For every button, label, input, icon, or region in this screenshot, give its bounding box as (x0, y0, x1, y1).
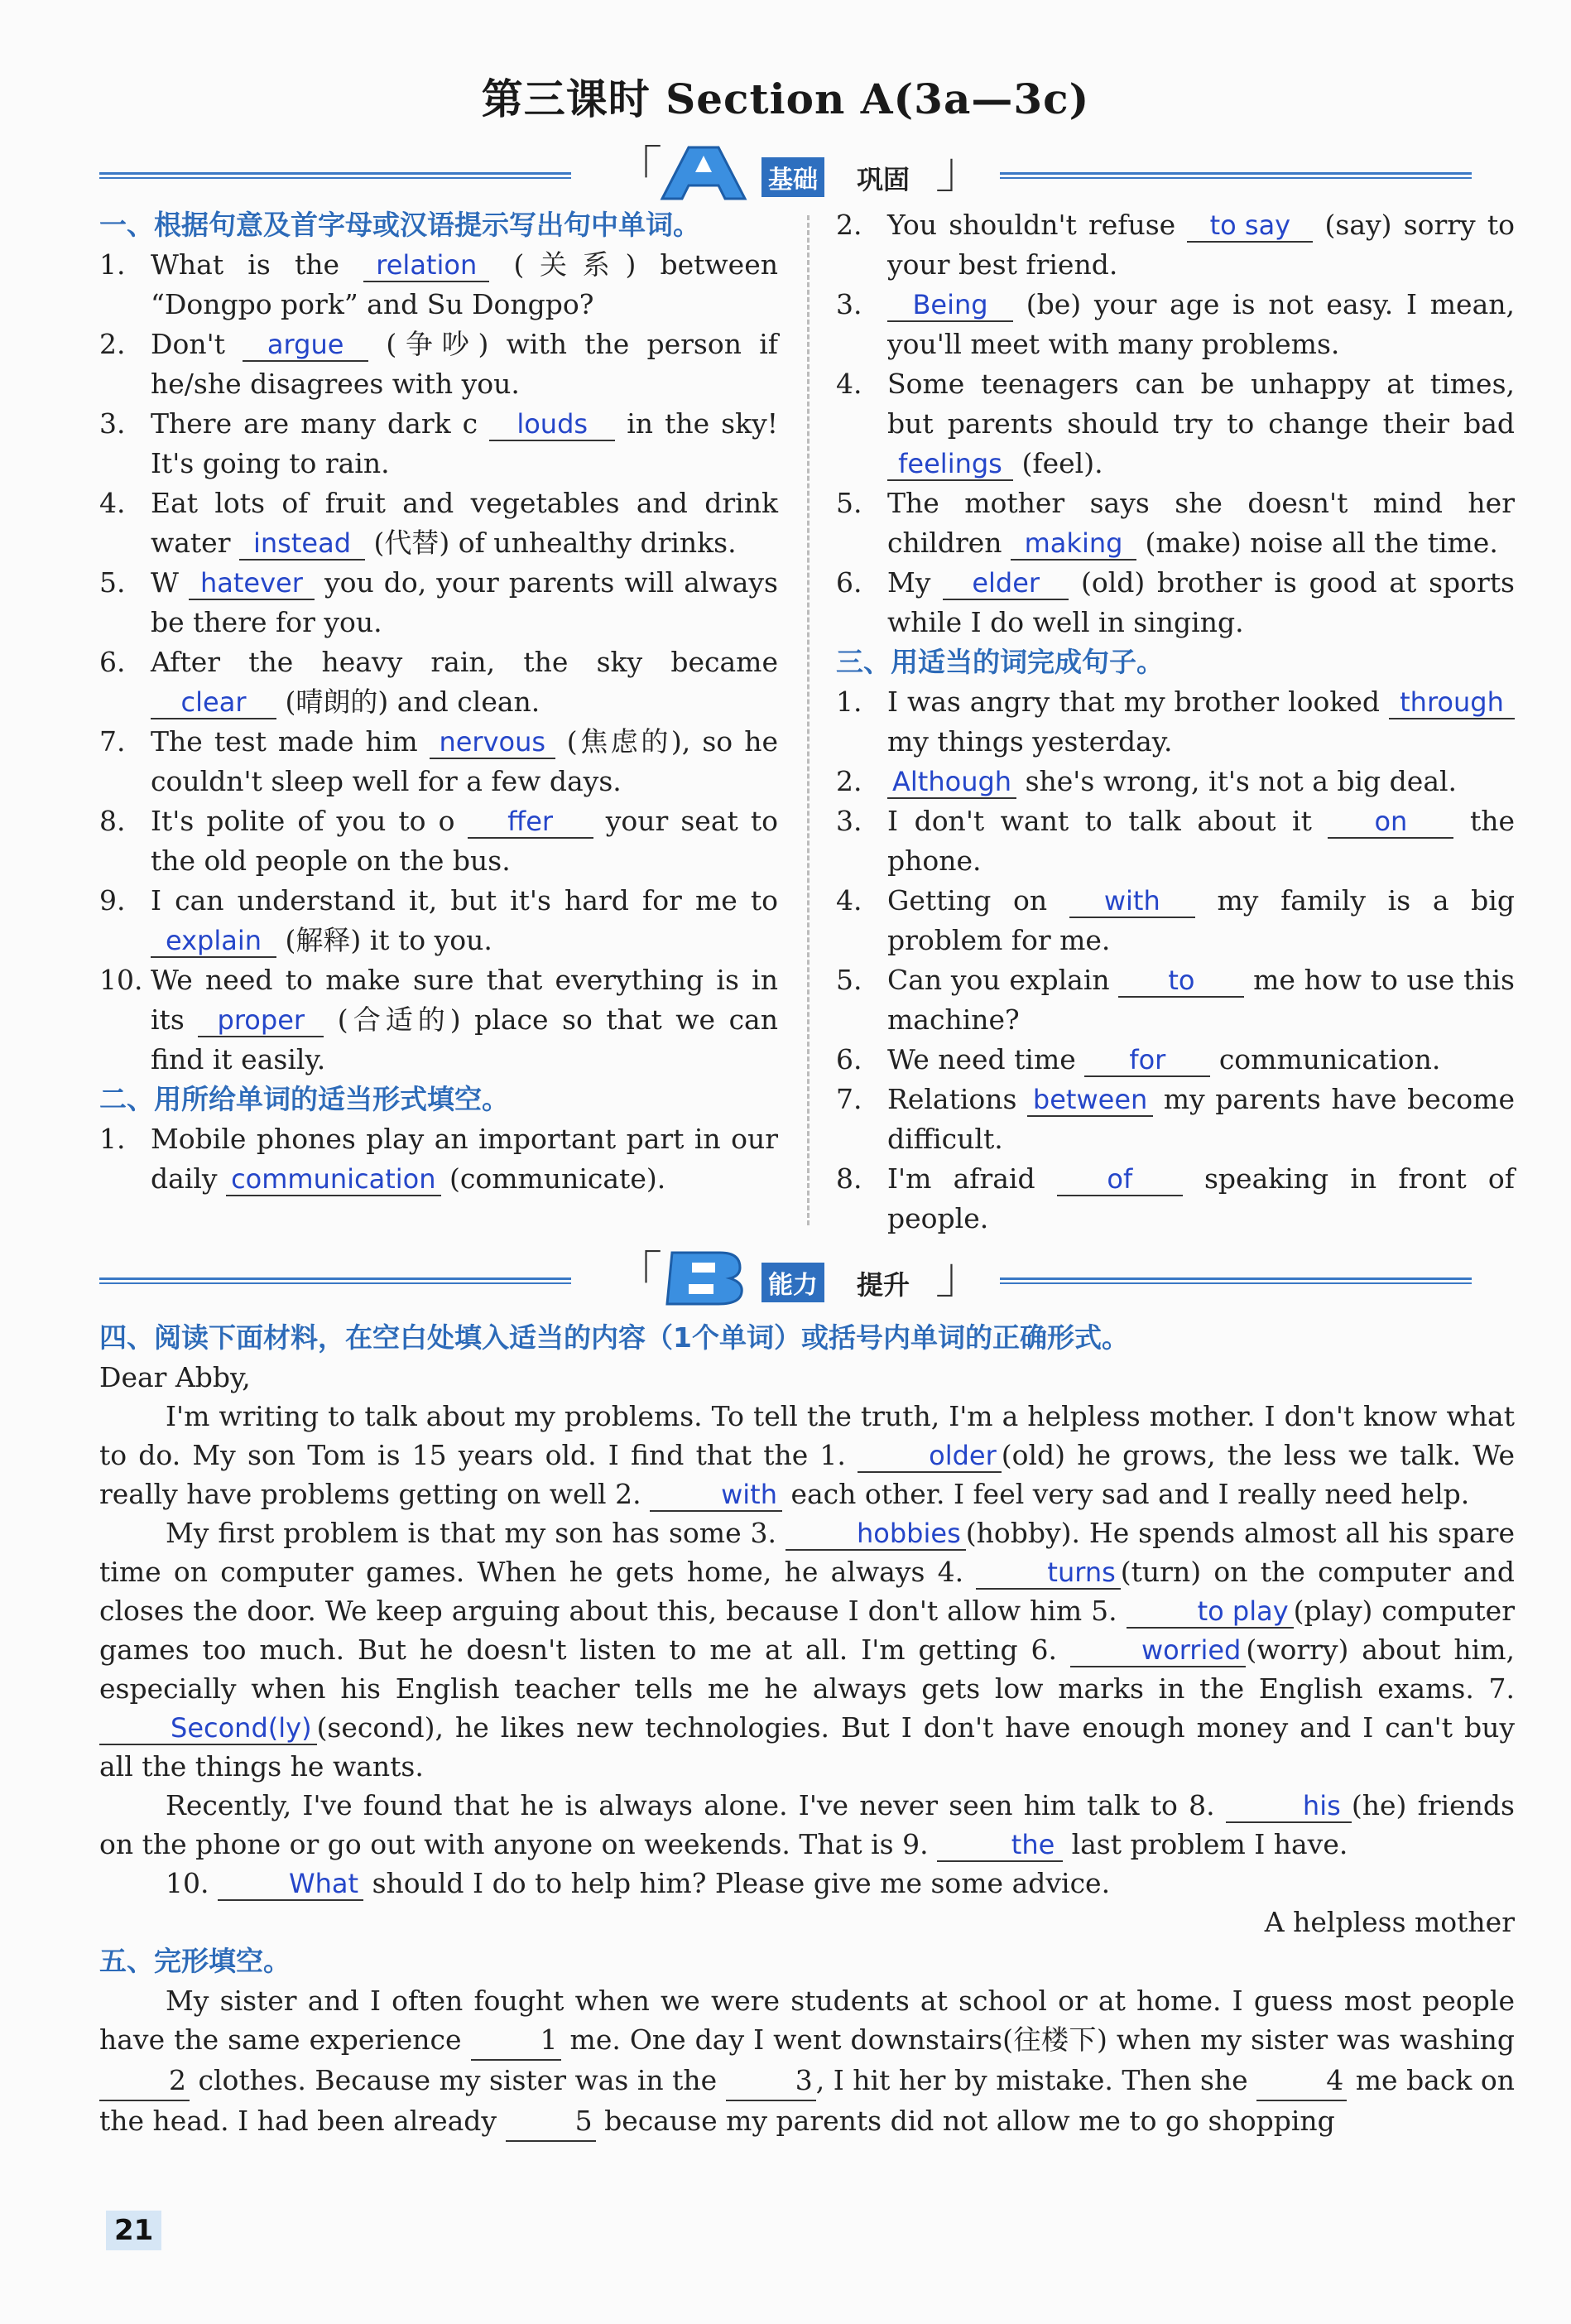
question-text (151, 881, 778, 960)
question-pre: I don't want to talk about it (887, 805, 1312, 837)
question-item (836, 960, 1515, 1040)
question-number: 4. (99, 487, 126, 519)
bracket-right: 」 (935, 142, 985, 200)
answer-blank: feelings (887, 448, 1013, 481)
question-post: me how to use this machine? (887, 964, 1515, 1036)
question-pre: My (887, 566, 931, 599)
question-item (99, 960, 778, 1080)
question-post: (关系) between “Dongpo pork” and Su Dongpo? (151, 248, 778, 320)
answer-blank: clear (151, 686, 276, 719)
passage-text: I'm writing to talk about my problems. To tell the truth, I'm a helpless mother. I don't know what to do. My son Tom is 15 years old. I find that the 1. (99, 1400, 1515, 1471)
answer-blank-5: to play (1127, 1595, 1294, 1629)
answer-blank: relation (363, 249, 489, 282)
question-number: 4. (836, 884, 862, 917)
question-post: (合适的) place so that we can find it easily. (151, 1003, 778, 1075)
section-band-b (99, 1246, 1472, 1312)
answer-blank: argue (243, 329, 368, 362)
question-pre: What is the (151, 248, 340, 281)
band-tag-text: 巩固 (857, 164, 910, 195)
answer-blank: ffer (468, 806, 593, 839)
question-text (887, 1159, 1515, 1239)
question-number: 1. (836, 686, 862, 718)
question-post: (say) sorry to your best friend. (887, 209, 1515, 281)
cloze-text: me. One day I went downstairs(往楼下) when my sister was washing (569, 2023, 1515, 2056)
question-post: (代替) of unhealthy drinks. (373, 527, 737, 559)
passage-paragraph-1 (99, 1397, 1515, 1513)
question-item (836, 1040, 1515, 1080)
question-item (99, 642, 778, 722)
reading-passage (99, 1318, 1515, 2142)
cloze-blank-1: 1 (471, 2020, 561, 2061)
question-item (99, 404, 778, 484)
question-number: 6. (836, 1043, 862, 1075)
page-title: 第三课时 Section A(3a—3c) (481, 75, 1090, 123)
question-number: 8. (99, 805, 126, 837)
question-text (151, 801, 778, 881)
band-line-right (1000, 172, 1472, 175)
passage-text: should I do to help him? Please give me some advice. (372, 1867, 1111, 1899)
answer-blank: to (1118, 965, 1244, 998)
cloze-text: me back on the head. I had been already (99, 2064, 1515, 2137)
section-heading-5: 五、完形填空。 (99, 1945, 291, 1977)
sec1-list (99, 245, 778, 1080)
answer-blank: Being (887, 289, 1013, 322)
question-text (151, 642, 778, 722)
answer-blank-6: worried (1070, 1634, 1246, 1667)
question-text (887, 484, 1515, 563)
question-text (151, 484, 778, 563)
answer-blank-3: hobbies (786, 1518, 966, 1551)
bracket-right: 」 (935, 1247, 985, 1305)
answer-blank: elder (943, 567, 1069, 600)
answer-blank: hatever (189, 567, 315, 600)
passage-text: (play) computer games too much. But he doesn't listen to me at all. I'm getting 6. (99, 1595, 1515, 1666)
passage-text: each other. I feel very sad and I really need help. (790, 1478, 1470, 1510)
question-post: my family is a big problem for me. (887, 884, 1515, 956)
question-number: 3. (99, 407, 126, 440)
cloze-blank-3: 3 (726, 2061, 816, 2101)
question-post: your seat to the old people on the bus. (151, 805, 778, 877)
cloze-blank-5: 5 (506, 2101, 596, 2142)
question-number: 1. (99, 248, 126, 281)
question-item (836, 762, 1515, 801)
question-pre: The test made him (151, 725, 418, 758)
question-pre: Don't (151, 328, 225, 360)
bracket-left: 「 (613, 1247, 662, 1305)
question-post: (争吵) with the person if he/she disagrees with you. (151, 328, 778, 400)
question-pre: I'm afraid (887, 1162, 1035, 1195)
section-heading-4: 四、阅读下面材料，在空白处填入适当的内容（1个单词）或括号内单词的正确形式。 (99, 1321, 1129, 1354)
question-pre: Relations (887, 1083, 1017, 1115)
question-pre: It's polite of you to o (151, 805, 455, 837)
question-number: 3. (836, 288, 862, 320)
question-post: she's wrong, it's not a big deal. (1025, 765, 1458, 797)
question-pre: Getting on (887, 884, 1048, 917)
question-pre: Some teenagers can be unhappy at times, but parents should try to change their bad (887, 368, 1515, 440)
cloze-blank-2: 2 (99, 2061, 190, 2101)
section-heading-1: 一、根据句意及首字母或汉语提示写出句中单词。 (99, 209, 700, 241)
question-text (887, 1080, 1515, 1159)
question-post: in the sky! It's going to rain. (151, 407, 778, 479)
answer-blank: nervous (430, 726, 555, 759)
question-item (99, 722, 778, 801)
badge-b-icon (654, 1249, 753, 1307)
question-text (151, 563, 778, 642)
passage-text: last problem I have. (1071, 1828, 1348, 1860)
question-number: 9. (99, 884, 126, 917)
question-number: 2. (99, 328, 126, 360)
cloze-text: because my parents did not allow me to go shopping (604, 2105, 1335, 2137)
question-pre: We need time (887, 1043, 1076, 1075)
question-text (887, 285, 1515, 364)
question-number: 6. (836, 566, 862, 599)
section-heading-3: 三、用适当的词完成句子。 (836, 646, 1164, 678)
cloze-text: clothes. Because my sister was in the (198, 2064, 718, 2096)
passage-text: (hobby). He spends almost all his spare time on computer games. When he gets home, he always 4. (99, 1517, 1515, 1588)
question-pre: Mobile phones play an important part in our daily (151, 1123, 778, 1195)
passage-text: (second), he likes new technologies. But I don't have enough money and I can't buy all the things he wants. (99, 1711, 1515, 1783)
column-divider (807, 215, 810, 1225)
passage-paragraph-4 (99, 1864, 1515, 1903)
answer-blank: Although (887, 766, 1016, 799)
question-number: 8. (836, 1162, 862, 1195)
question-pre: There are many dark c (151, 407, 478, 440)
question-item (836, 682, 1515, 762)
question-number: 2. (836, 765, 862, 797)
question-item (99, 881, 778, 960)
question-item (99, 245, 778, 325)
question-pre: Eat lots of fruit and vegetables and drink water (151, 487, 778, 559)
sec3-list (836, 682, 1515, 1239)
question-item (99, 563, 778, 642)
band-tag: 基础 (761, 157, 824, 197)
answer-blank: through (1389, 686, 1515, 719)
answer-blank: between (1027, 1084, 1153, 1117)
question-post: (be) your age is not easy. I mean, you'll meet with many problems. (887, 288, 1515, 360)
question-text (151, 722, 778, 801)
cloze-text: , I hit her by mistake. Then she (815, 2064, 1248, 2096)
question-number: 5. (836, 487, 862, 519)
question-text (151, 1119, 778, 1199)
answer-blank: for (1084, 1044, 1210, 1077)
answer-blank: proper (198, 1004, 324, 1037)
question-pre: After the heavy rain, the sky became (151, 646, 778, 678)
question-pre: Can you explain (887, 964, 1110, 996)
band-line-left (99, 1277, 571, 1280)
cloze-text: My sister and I often fought when we were students at school or at home. I guess most people have the same experience (99, 1985, 1515, 2056)
question-number: 7. (99, 725, 126, 758)
question-post: my parents have become difficult. (887, 1083, 1515, 1155)
question-item (836, 484, 1515, 563)
question-item (836, 364, 1515, 484)
question-item (836, 563, 1515, 642)
question-post: the phone. (887, 805, 1515, 877)
bracket-left: 「 (613, 142, 662, 200)
band-line-right (1000, 1277, 1472, 1280)
section-heading-2: 二、用所给单词的适当形式填空。 (99, 1083, 509, 1115)
question-pre: W (151, 566, 179, 599)
question-pre: You shouldn't refuse (887, 209, 1176, 241)
question-item (836, 285, 1515, 364)
answer-blank-4: turns (976, 1557, 1120, 1590)
question-text (151, 404, 778, 484)
question-item (99, 325, 778, 404)
question-item (99, 484, 778, 563)
passage-text: (turn) on the computer and closes the door. We keep arguing about this, because I don't allow him 5. (99, 1556, 1515, 1627)
question-item (836, 801, 1515, 881)
question-number: 5. (99, 566, 126, 599)
question-text (151, 960, 778, 1080)
answer-blank: communication (226, 1163, 440, 1196)
right-column (836, 205, 1515, 1239)
answer-blank: on (1328, 806, 1453, 839)
answer-blank-10: What (218, 1868, 363, 1901)
answer-blank: to say (1187, 209, 1313, 243)
question-item (99, 1119, 778, 1199)
answer-blank-9: the (937, 1829, 1063, 1862)
question-item (99, 801, 778, 881)
question-post: (焦虑的), so he couldn't sleep well for a few days. (151, 725, 778, 797)
question-post: you do, your parents will always be there for you. (151, 566, 778, 638)
question-post: (解释) it to you. (285, 924, 492, 956)
section-band-a (99, 141, 1472, 207)
question-item (836, 881, 1515, 960)
question-pre: The mother says she doesn't mind her children (887, 487, 1515, 559)
question-item (836, 1080, 1515, 1159)
passage-text: (old) he grows, the less we talk. We really have problems getting on well 2. (99, 1439, 1515, 1510)
question-item (836, 205, 1515, 285)
letter-greeting: Dear Abby, (99, 1361, 251, 1393)
question-number: 5. (836, 964, 862, 996)
question-post: (feel). (1021, 447, 1103, 479)
band-tag-text: 提升 (857, 1269, 910, 1301)
passage-text: Recently, I've found that he is always alone. I've never seen him talk to 8. (166, 1789, 1215, 1821)
question-text (151, 325, 778, 404)
question-text (887, 881, 1515, 960)
answer-blank-1: older (858, 1440, 1002, 1473)
page-number: 21 (106, 2211, 161, 2250)
question-text (887, 205, 1515, 285)
question-text (887, 762, 1515, 801)
left-column (99, 205, 778, 1199)
badge-a-icon (654, 144, 753, 202)
question-pre: We need to make sure that everything is in its (151, 964, 778, 1036)
question-text (887, 801, 1515, 881)
answer-blank-7: Second(ly) (99, 1712, 317, 1745)
band-tag: 能力 (761, 1263, 824, 1302)
question-number: 4. (836, 368, 862, 400)
question-pre: I can understand it, but it's hard for me to (151, 884, 778, 917)
question-pre: I was angry that my brother looked (887, 686, 1381, 718)
letter-signature: A helpless mother (1264, 1906, 1515, 1938)
cloze-paragraph (99, 1981, 1515, 2142)
question-post: speaking in front of people. (887, 1162, 1515, 1234)
answer-blank-8: his (1226, 1790, 1352, 1823)
question-text (887, 563, 1515, 642)
band-line-left (99, 172, 571, 175)
answer-blank: louds (489, 408, 615, 441)
passage-text: (he) friends on the phone or go out with anyone on weekends. That is 9. (99, 1789, 1515, 1860)
answer-blank: making (1011, 527, 1136, 561)
question-text (887, 364, 1515, 484)
question-post: (communicate). (449, 1162, 666, 1195)
answer-blank: explain (151, 925, 276, 958)
question-post: (make) noise all the time. (1145, 527, 1498, 559)
answer-blank-2: with (650, 1479, 782, 1512)
passage-text: My first problem is that my son has some 3. (166, 1517, 777, 1549)
question-text (887, 960, 1515, 1040)
question-item (836, 1159, 1515, 1239)
question-number: 6. (99, 646, 126, 678)
passage-text: (worry) about him, especially when his English teacher tells me he always gets low marks in the English exams. 7. (99, 1634, 1515, 1705)
question-number: 3. (836, 805, 862, 837)
passage-text: 10. (166, 1867, 209, 1899)
question-post: (晴朗的) and clean. (285, 686, 540, 718)
question-number: 1. (99, 1123, 126, 1155)
sec2-list-left (99, 1119, 778, 1199)
answer-blank: of (1057, 1163, 1183, 1196)
question-text (151, 245, 778, 325)
answer-blank: with (1069, 885, 1195, 918)
question-number: 2. (836, 209, 862, 241)
question-number: 7. (836, 1083, 862, 1115)
sec2-list-right (836, 205, 1515, 642)
question-text (887, 682, 1515, 762)
cloze-blank-4: 4 (1256, 2061, 1347, 2101)
answer-blank: instead (239, 527, 365, 561)
passage-paragraph-3 (99, 1786, 1515, 1864)
question-number: 10. (99, 964, 143, 996)
question-post: communication. (1218, 1043, 1441, 1075)
question-post: (old) brother is good at sports while I do well in singing. (887, 566, 1515, 638)
question-text (887, 1040, 1515, 1080)
passage-paragraph-2 (99, 1513, 1515, 1786)
question-post: my things yesterday. (887, 725, 1173, 758)
